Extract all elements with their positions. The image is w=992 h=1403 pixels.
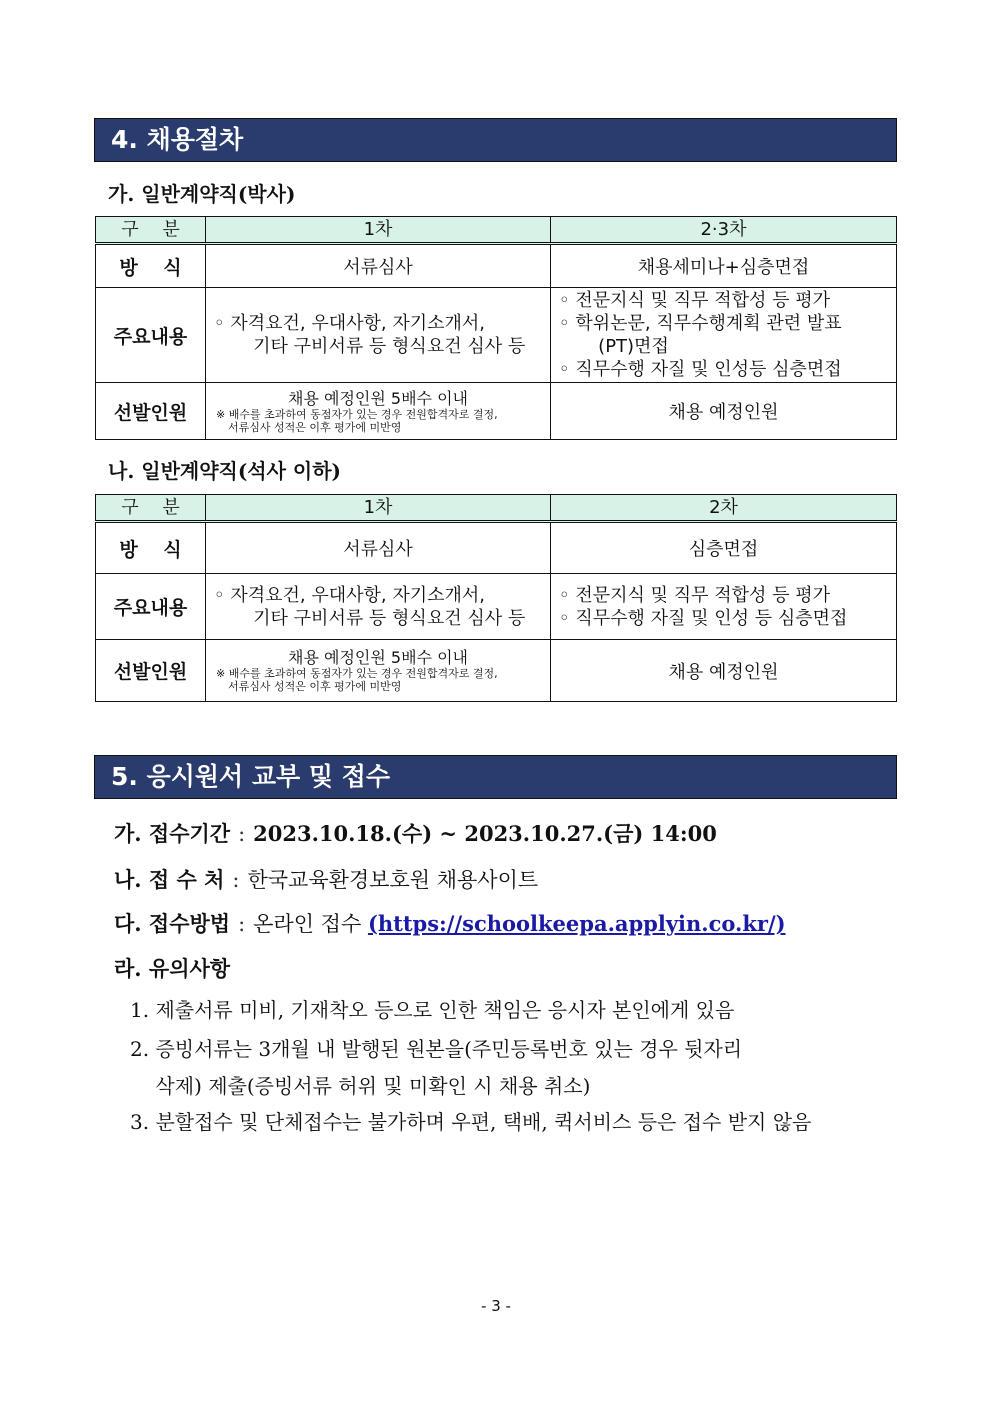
content-line: ◦ 자격요건, 우대사항, 자기소개서,	[214, 313, 485, 334]
table-header-row	[96, 217, 897, 244]
table-header-row	[96, 495, 897, 522]
note-line-2-cont: 삭제) 제출(증빙서류 허위 및 미확인 시 채용 취소)	[130, 1074, 591, 1098]
section-4-header	[94, 118, 897, 162]
selection-main: 채용 예정인원 5배수 이내	[288, 648, 468, 667]
cell-content-stage-2	[551, 574, 897, 640]
cell-content-stage-2	[551, 288, 897, 383]
item-separator: :	[238, 822, 246, 846]
content-line: ◦ 직무수행 자질 및 인성 등 심층면접	[559, 607, 848, 629]
table-masters	[95, 494, 897, 702]
note-line-1: 1. 제출서류 미비, 기재착오 등으로 인한 책임은 응시자 본인에게 있음	[130, 998, 735, 1022]
item-separator: :	[232, 868, 240, 892]
content-line: ◦ 자격요건, 우대사항, 자기소개서,	[214, 584, 485, 606]
table-row-content	[96, 574, 897, 640]
table-row-selection	[96, 640, 897, 702]
item-label: 가. 접수기간	[114, 821, 231, 846]
item-value: 2023.10.18.(수) ~ 2023.10.27.(금) 14:00	[253, 821, 717, 846]
selection-main: 채용 예정인원 5배수 이내	[288, 388, 468, 408]
item-location	[114, 864, 538, 894]
selection-note-line: ※ 배수를 초과하여 동점자가 있는 경우 전원합격자로 결정,	[216, 667, 498, 680]
cell-selection-stage-2: 채용 예정인원	[551, 383, 897, 440]
page-number: - 3 -	[481, 1297, 511, 1315]
header-category: 구 분	[96, 217, 206, 244]
content-line: ◦ 전문지식 및 직무 적합성 등 평가	[559, 290, 830, 311]
item-notes-heading	[114, 953, 230, 983]
table-row-method	[96, 244, 897, 288]
item-label: 나. 접 수 처	[114, 867, 225, 892]
content-line: ◦ 직무수행 자질 및 인성등 심층면접	[559, 359, 842, 380]
item-method	[114, 908, 786, 938]
row-label-content: 주요내용	[96, 288, 206, 383]
cell-method-stage-2: 채용세미나+심층면접	[551, 244, 897, 288]
content-line: ◦ 전문지식 및 직무 적합성 등 평가	[559, 584, 830, 606]
cell-selection-stage-2: 채용 예정인원	[551, 640, 897, 702]
item-value: 한국교육환경보호원 채용사이트	[247, 868, 539, 892]
selection-note-line: 서류심사 성적은 이후 평가에 미반영	[228, 420, 402, 434]
section-5-title: 5. 응시원서 교부 및 접수	[111, 762, 391, 791]
table-row-method	[96, 522, 897, 574]
subsection-b-title: 나. 일반계약직(석사 이하)	[108, 459, 342, 483]
cell-selection-stage-1	[206, 640, 551, 702]
item-label: 라. 유의사항	[114, 956, 231, 981]
cell-selection-stage-1	[206, 383, 551, 440]
note-line-3: 3. 분할접수 및 단체접수는 불가하며 우편, 택배, 퀵서비스 등은 접수 받지 않음	[130, 1110, 812, 1134]
selection-note-line: ※ 배수를 초과하여 동점자가 있는 경우 전원합격자로 결정,	[216, 407, 498, 421]
content-line: (PT)면접	[581, 336, 669, 357]
row-label-selection: 선발인원	[96, 383, 206, 440]
application-site-link[interactable]: (https://schoolkeepa.applyin.co.kr/)	[367, 911, 786, 936]
cell-method-stage-1: 서류심사	[206, 244, 551, 288]
item-value: 온라인 접수	[253, 912, 362, 936]
selection-note-line: 서류심사 성적은 이후 평가에 미반영	[228, 680, 402, 693]
content-line: 기타 구비서류 등 형식요건 심사 등	[236, 336, 526, 357]
item-label: 다. 접수방법	[114, 911, 231, 936]
cell-method-stage-2: 심층면접	[551, 522, 897, 574]
row-label-content: 주요내용	[96, 574, 206, 640]
table-row-selection	[96, 383, 897, 440]
header-category: 구 분	[96, 495, 206, 522]
item-period	[114, 818, 717, 848]
content-line: ◦ 학위논문, 직무수행계획 관련 발표	[559, 313, 842, 334]
cell-content-stage-1	[206, 574, 551, 640]
table-phd	[95, 216, 897, 440]
row-label-method: 방 식	[96, 244, 206, 288]
row-label-selection: 선발인원	[96, 640, 206, 702]
item-separator: :	[238, 912, 246, 936]
header-stage-2: 2·3차	[551, 217, 897, 244]
section-4-title: 4. 채용절차	[111, 125, 244, 154]
row-label-method: 방 식	[96, 522, 206, 574]
subsection-a-title: 가. 일반계약직(박사)	[108, 182, 296, 206]
section-5-header	[94, 755, 897, 799]
table-row-content	[96, 288, 897, 383]
header-stage-1: 1차	[206, 495, 551, 522]
note-line-2: 2. 증빙서류는 3개월 내 발행된 원본을(주민등록번호 있는 경우 뒷자리	[130, 1037, 743, 1061]
header-stage-2: 2차	[551, 495, 897, 522]
content-line: 기타 구비서류 등 형식요건 심사 등	[236, 607, 526, 629]
cell-method-stage-1: 서류심사	[206, 522, 551, 574]
header-stage-1: 1차	[206, 217, 551, 244]
cell-content-stage-1	[206, 288, 551, 383]
